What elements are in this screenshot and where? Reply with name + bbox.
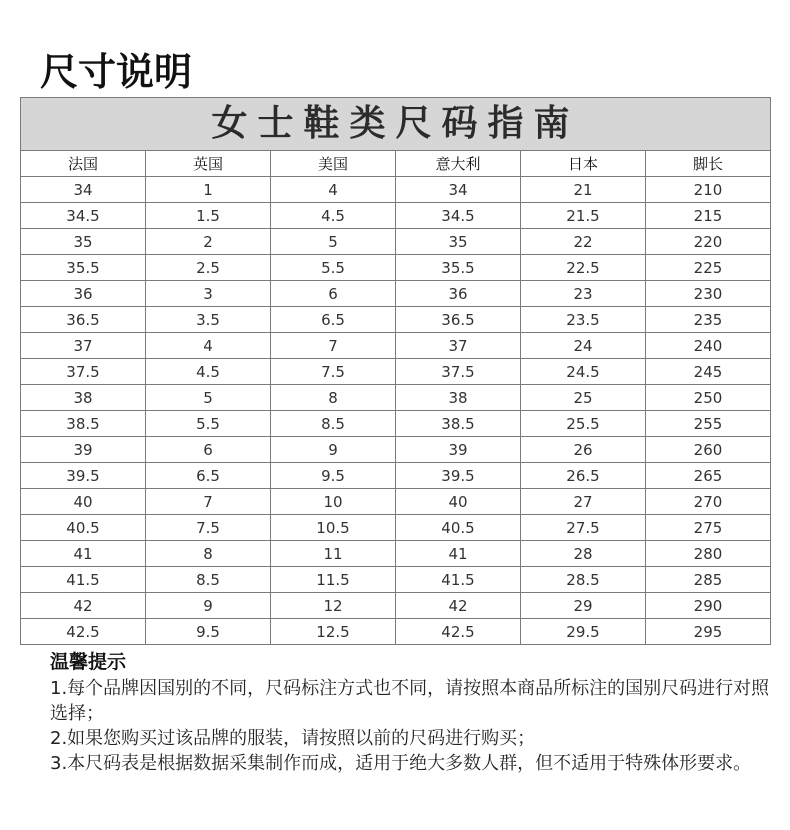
- table-cell: 41: [21, 541, 146, 567]
- table-cell: 270: [646, 489, 771, 515]
- table-row: [21, 593, 771, 619]
- table-cell: 28.5: [521, 567, 646, 593]
- table-cell: 38: [21, 385, 146, 411]
- table-cell: 255: [646, 411, 771, 437]
- table-cell: 28: [521, 541, 646, 567]
- table-cell: 39.5: [396, 463, 521, 489]
- table-cell: 2.5: [146, 255, 271, 281]
- table-cell: 225: [646, 255, 771, 281]
- table-row: [21, 203, 771, 229]
- table-cell: 6: [146, 437, 271, 463]
- table-cell: 260: [646, 437, 771, 463]
- page-title: 尺寸说明: [40, 50, 193, 94]
- table-row: [21, 385, 771, 411]
- table-cell: 42.5: [21, 619, 146, 645]
- tip-line-2: 2.如果您购买过该品牌的服装，请按照以前的尺码进行购买；: [50, 728, 536, 749]
- table-cell: 4.5: [271, 203, 396, 229]
- table-cell: 9: [146, 593, 271, 619]
- table-cell: 34: [396, 177, 521, 203]
- table-cell: 210: [646, 177, 771, 203]
- table-cell: 3.5: [146, 307, 271, 333]
- table-cell: 250: [646, 385, 771, 411]
- table-cell: 41: [396, 541, 521, 567]
- table-cell: 5: [146, 385, 271, 411]
- table-cell: 29.5: [521, 619, 646, 645]
- table-cell: 26.5: [521, 463, 646, 489]
- table-cell: 41.5: [396, 567, 521, 593]
- table-banner-title: 女士鞋类尺码指南: [21, 98, 771, 151]
- table-cell: 36.5: [396, 307, 521, 333]
- table-row: [21, 515, 771, 541]
- table-cell: 39: [21, 437, 146, 463]
- table-cell: 245: [646, 359, 771, 385]
- table-cell: 36: [396, 281, 521, 307]
- table-cell: 280: [646, 541, 771, 567]
- table-cell: 1.5: [146, 203, 271, 229]
- table-cell: 8.5: [146, 567, 271, 593]
- table-cell: 22: [521, 229, 646, 255]
- table-row: [21, 411, 771, 437]
- table-cell: 9.5: [271, 463, 396, 489]
- table-cell: 8: [146, 541, 271, 567]
- table-row: [21, 333, 771, 359]
- tip-line-1: 1.每个品牌因国别的不同，尺码标注方式也不同，请按照本商品所标注的国别尺码进行对照选择；: [50, 678, 770, 724]
- table-cell: 2: [146, 229, 271, 255]
- table-cell: 26: [521, 437, 646, 463]
- table-cell: 38: [396, 385, 521, 411]
- table-header-row: [21, 151, 771, 177]
- table-row: [21, 489, 771, 515]
- table-cell: 37: [21, 333, 146, 359]
- table-cell: 22.5: [521, 255, 646, 281]
- size-chart-table: [20, 97, 771, 645]
- table-cell: 42: [396, 593, 521, 619]
- table-cell: 21.5: [521, 203, 646, 229]
- table-cell: 9: [271, 437, 396, 463]
- table-cell: 5: [271, 229, 396, 255]
- table-row: [21, 619, 771, 645]
- table-cell: 7.5: [271, 359, 396, 385]
- tips-title: 温馨提示: [50, 651, 127, 673]
- column-header: 意大利: [396, 151, 521, 177]
- table-cell: 295: [646, 619, 771, 645]
- table-cell: 37.5: [21, 359, 146, 385]
- table-cell: 42.5: [396, 619, 521, 645]
- table-cell: 235: [646, 307, 771, 333]
- table-row: [21, 255, 771, 281]
- table-cell: 27: [521, 489, 646, 515]
- table-cell: 23.5: [521, 307, 646, 333]
- table-cell: 40: [396, 489, 521, 515]
- column-header: 日本: [521, 151, 646, 177]
- table-cell: 10: [271, 489, 396, 515]
- table-cell: 11.5: [271, 567, 396, 593]
- table-row: [21, 541, 771, 567]
- table-cell: 21: [521, 177, 646, 203]
- table-cell: 1: [146, 177, 271, 203]
- table-cell: 34: [21, 177, 146, 203]
- table-cell: 6: [271, 281, 396, 307]
- table-cell: 220: [646, 229, 771, 255]
- table-cell: 34.5: [21, 203, 146, 229]
- table-row: [21, 359, 771, 385]
- table-cell: 29: [521, 593, 646, 619]
- table-row: [21, 437, 771, 463]
- table-cell: 35.5: [21, 255, 146, 281]
- table-row: [21, 567, 771, 593]
- table-cell: 12.5: [271, 619, 396, 645]
- table-cell: 23: [521, 281, 646, 307]
- table-cell: 25: [521, 385, 646, 411]
- table-cell: 27.5: [521, 515, 646, 541]
- table-cell: 39: [396, 437, 521, 463]
- table-row: [21, 229, 771, 255]
- table-cell: 11: [271, 541, 396, 567]
- table-cell: 36: [21, 281, 146, 307]
- table-cell: 4: [146, 333, 271, 359]
- column-header: 英国: [146, 151, 271, 177]
- table-cell: 7: [146, 489, 271, 515]
- table-cell: 230: [646, 281, 771, 307]
- table-cell: 3: [146, 281, 271, 307]
- table-cell: 34.5: [396, 203, 521, 229]
- table-cell: 40: [21, 489, 146, 515]
- table-cell: 7.5: [146, 515, 271, 541]
- table-cell: 5.5: [146, 411, 271, 437]
- table-cell: 275: [646, 515, 771, 541]
- table-cell: 240: [646, 333, 771, 359]
- table-row: [21, 307, 771, 333]
- table-cell: 24: [521, 333, 646, 359]
- table-cell: 290: [646, 593, 771, 619]
- table-cell: 4: [271, 177, 396, 203]
- table-row: [21, 281, 771, 307]
- table-cell: 6.5: [146, 463, 271, 489]
- table-cell: 5.5: [271, 255, 396, 281]
- column-header: 脚长: [646, 151, 771, 177]
- table-cell: 285: [646, 567, 771, 593]
- table-cell: 36.5: [21, 307, 146, 333]
- column-header: 法国: [21, 151, 146, 177]
- table-row: [21, 177, 771, 203]
- tip-line-3: 3.本尺码表是根据数据采集制作而成，适用于绝大多数人群，但不适用于特殊体形要求。: [50, 753, 752, 774]
- table-cell: 8: [271, 385, 396, 411]
- table-cell: 38.5: [396, 411, 521, 437]
- table-cell: 41.5: [21, 567, 146, 593]
- table-cell: 4.5: [146, 359, 271, 385]
- table-cell: 265: [646, 463, 771, 489]
- table-cell: 12: [271, 593, 396, 619]
- table-cell: 40.5: [21, 515, 146, 541]
- table-body: [21, 177, 771, 645]
- table-cell: 6.5: [271, 307, 396, 333]
- table-cell: 10.5: [271, 515, 396, 541]
- table-cell: 215: [646, 203, 771, 229]
- table-cell: 35: [21, 229, 146, 255]
- column-header: 美国: [271, 151, 396, 177]
- table-cell: 42: [21, 593, 146, 619]
- table-cell: 40.5: [396, 515, 521, 541]
- table-cell: 7: [271, 333, 396, 359]
- table-cell: 37: [396, 333, 521, 359]
- table-cell: 37.5: [396, 359, 521, 385]
- table-cell: 39.5: [21, 463, 146, 489]
- table-cell: 35.5: [396, 255, 521, 281]
- table-cell: 9.5: [146, 619, 271, 645]
- table-cell: 25.5: [521, 411, 646, 437]
- table-row: [21, 463, 771, 489]
- tips-section: [50, 648, 770, 776]
- table-cell: 38.5: [21, 411, 146, 437]
- table-cell: 8.5: [271, 411, 396, 437]
- table-cell: 35: [396, 229, 521, 255]
- table-cell: 24.5: [521, 359, 646, 385]
